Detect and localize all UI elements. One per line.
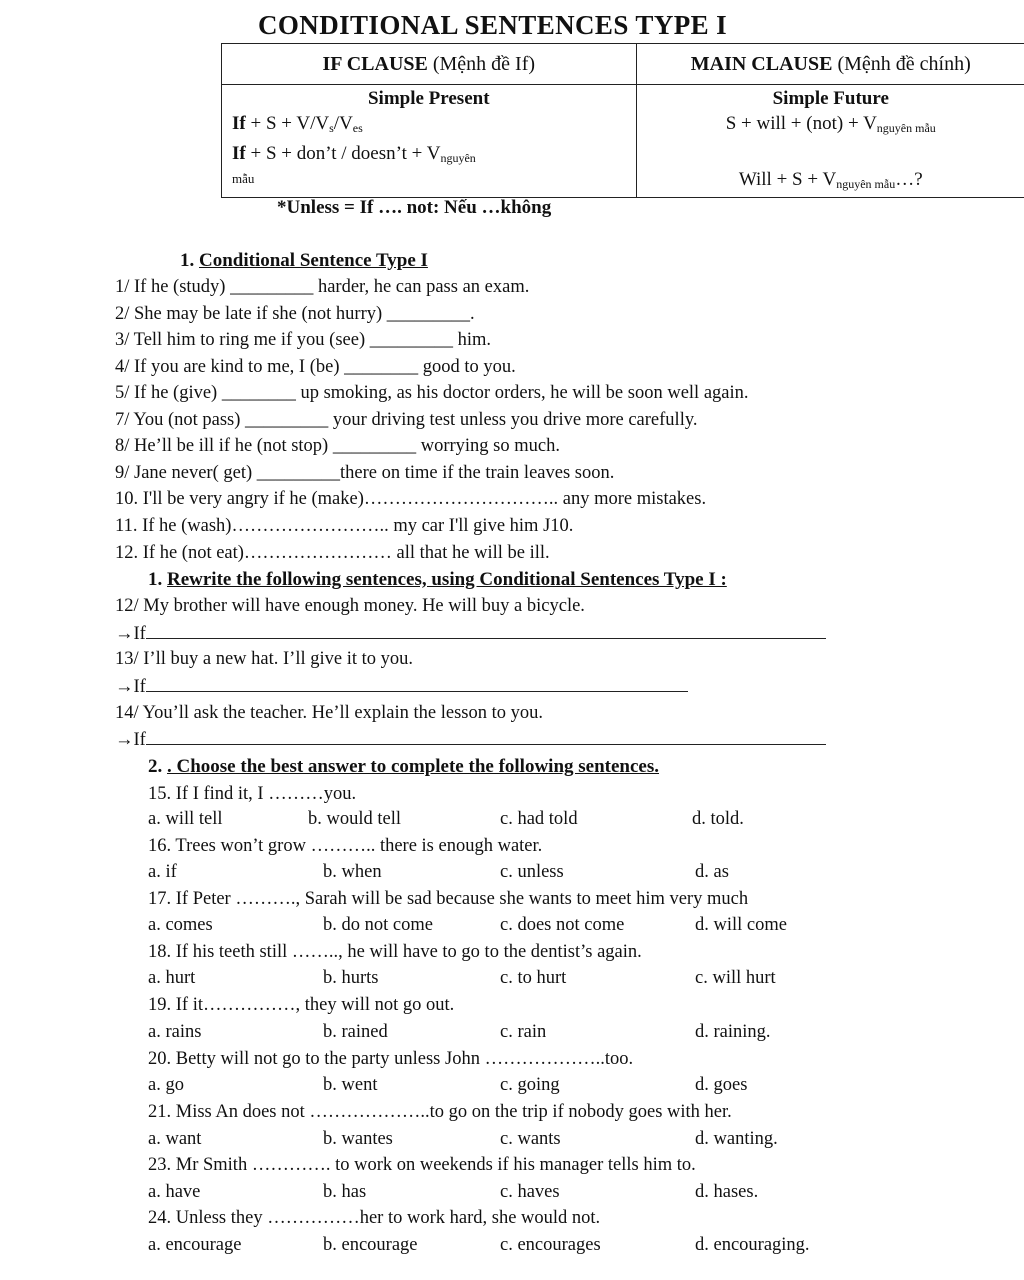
mcq-option-a[interactable]: a. go <box>148 1075 184 1095</box>
mcq-option-d[interactable]: d. raining. <box>695 1022 771 1042</box>
exercise-item: 9/ Jane never( get) _________there on time if the train leaves soon. <box>115 463 615 483</box>
if-formula-1-sub-s: s <box>329 121 334 135</box>
page-title: CONDITIONAL SENTENCES TYPE I <box>258 10 728 40</box>
rewrite-sentence: 13/ I’ll buy a new hat. I’ll give it to you. <box>115 649 413 669</box>
if-formula-negative <box>222 141 636 171</box>
rewrite-sentence: 14/ You’ll ask the teacher. He’ll explain the lesson to you. <box>115 703 543 723</box>
mcq-option-d[interactable]: d. told. <box>692 809 744 829</box>
mcq-option-c[interactable]: c. had told <box>500 809 578 829</box>
exercise-item: 7/ You (not pass) _________ your driving test unless you drive more carefully. <box>115 410 698 430</box>
rewrite-sentence: 12/ My brother will have enough money. He will buy a bicycle. <box>115 596 585 616</box>
answer-line[interactable] <box>146 728 826 745</box>
mcq-option-d[interactable]: d. will come <box>695 915 787 935</box>
main-formula-2-sub: nguyên mẫu <box>836 177 896 191</box>
mcq-question: 23. Mr Smith …………. to work on weekends if his manager tells him to. <box>148 1155 696 1175</box>
mcq-option-c[interactable]: c. wants <box>500 1129 561 1149</box>
mcq-option-d[interactable]: d. encouraging. <box>695 1235 810 1255</box>
if-formula-2-lead: If <box>232 143 246 164</box>
if-clause-cell <box>222 85 637 198</box>
section-rewrite <box>148 569 727 591</box>
exercise-item: 2/ She may be late if she (not hurry) _________. <box>115 304 475 324</box>
unless-note: *Unless = If …. not: Nếu …không <box>277 197 552 218</box>
if-clause-header-bold: IF CLAUSE <box>322 52 428 75</box>
mcq-option-c[interactable]: c. does not come <box>500 915 625 935</box>
answer-line[interactable] <box>146 675 688 692</box>
exercise-item: 5/ If he (give) ________ up smoking, as his doctor orders, he will be soon well again. <box>115 383 749 403</box>
exercise-item: 10. I'll be very angry if he (make)………………………….. any more mistakes. <box>115 489 707 509</box>
main-clause-cell <box>636 85 1024 198</box>
mcq-option-c[interactable]: c. unless <box>500 862 564 882</box>
if-clause-header <box>222 44 637 85</box>
mcq-option-a[interactable]: a. comes <box>148 915 213 935</box>
mcq-option-a[interactable]: a. rains <box>148 1022 202 1042</box>
rewrite-answer <box>115 622 826 645</box>
mcq-option-b[interactable]: b. rained <box>323 1022 388 1042</box>
mcq-option-c[interactable]: c. rain <box>500 1022 547 1042</box>
mcq-question: 18. If his teeth still …….., he will have to go to the dentist’s again. <box>148 942 642 962</box>
rewrite-prompt: →If <box>115 677 146 697</box>
section-title: Rewrite the following sentences, using Conditional Sentences Type I : <box>167 569 727 590</box>
section-number: 1. <box>180 250 199 271</box>
mcq-question: 17. If Peter ………., Sarah will be sad because she wants to meet him very much <box>148 889 749 909</box>
main-formula-2-tail: …? <box>895 169 923 190</box>
mcq-option-c[interactable]: c. going <box>500 1075 560 1095</box>
main-formula-2-body: Will + S + V <box>738 169 837 190</box>
if-tense: Simple Present <box>367 88 490 109</box>
main-formula-1-sub: nguyên mẫu <box>876 121 936 135</box>
mcq-option-b[interactable]: b. went <box>323 1075 378 1095</box>
section-number: 1. <box>148 569 167 590</box>
main-formula-question <box>637 167 1024 197</box>
rewrite-answer <box>115 728 826 751</box>
main-tense: Simple Future <box>772 88 889 109</box>
mcq-option-b[interactable]: b. would tell <box>308 809 402 829</box>
mcq-option-b[interactable]: b. has <box>323 1182 367 1202</box>
mcq-option-c[interactable]: c. encourages <box>500 1235 601 1255</box>
mcq-question: 19. If it……………, they will not go out. <box>148 995 455 1015</box>
mcq-option-d[interactable]: d. wanting. <box>695 1129 778 1149</box>
mcq-question: 15. If I find it, I ………you. <box>148 784 357 804</box>
section-multiple-choice <box>148 756 659 778</box>
mcq-option-d[interactable]: d. hases. <box>695 1182 759 1202</box>
grammar-table-header-row <box>222 44 1024 85</box>
mcq-option-b[interactable]: b. do not come <box>323 915 433 935</box>
mcq-question: 16. Trees won’t grow ……….. there is enough water. <box>148 836 543 856</box>
exercise-item: 3/ Tell him to ring me if you (see) _________ him. <box>115 330 492 350</box>
mcq-option-b[interactable]: b. encourage <box>323 1235 418 1255</box>
exercise-item: 4/ If you are kind to me, I (be) ________ good to you. <box>115 357 516 377</box>
if-formula-1-mid: /V <box>333 113 353 134</box>
if-formula-affirmative <box>222 111 636 141</box>
main-formula-statement <box>637 111 1024 141</box>
section-title: Conditional Sentence Type I <box>199 250 428 271</box>
if-formula-1-sub-es: es <box>352 121 363 135</box>
grammar-table-body-row <box>222 85 1024 198</box>
exercise-item: 8/ He’ll be ill if he (not stop) _________ worrying so much. <box>115 436 560 456</box>
rewrite-prompt: →If <box>115 730 146 750</box>
mcq-option-b[interactable]: b. hurts <box>323 968 379 988</box>
mcq-option-a[interactable]: a. will tell <box>148 809 223 829</box>
if-formula-2-body: + S + don’t / doesn’t + V <box>245 143 441 164</box>
exercise-item: 11. If he (wash)…………………….. my car I'll give him J10. <box>115 516 574 536</box>
mcq-question: 20. Betty will not go to the party unless John ………………..too. <box>148 1049 634 1069</box>
rewrite-prompt: →If <box>115 624 146 644</box>
if-formula-1-body: + S + V/V <box>245 113 330 134</box>
if-formula-1-lead: If <box>232 113 246 134</box>
exercise-item: 12. If he (not eat)…………………… all that he will be ill. <box>115 543 550 563</box>
mcq-option-d[interactable]: d. as <box>695 862 729 882</box>
mcq-option-a[interactable]: a. hurt <box>148 968 196 988</box>
if-formula-2-sub: nguyên <box>440 151 476 165</box>
if-formula-negative-wrap: mẫu <box>232 171 255 186</box>
if-clause-header-rest: (Mệnh đề If) <box>427 52 536 75</box>
answer-line[interactable] <box>146 622 826 639</box>
main-formula-1-body: S + will + (not) + V <box>725 113 877 134</box>
main-clause-header-bold: MAIN CLAUSE <box>690 52 833 75</box>
mcq-option-a[interactable]: a. have <box>148 1182 201 1202</box>
mcq-option-b[interactable]: b. when <box>323 862 382 882</box>
mcq-option-a[interactable]: a. if <box>148 862 177 882</box>
mcq-option-d[interactable]: c. will hurt <box>695 968 776 988</box>
section-conditional-type-1 <box>180 250 428 272</box>
mcq-question: 24. Unless they ……………her to work hard, she would not. <box>148 1208 601 1228</box>
mcq-question: 21. Miss An does not ………………..to go on the trip if nobody goes with her. <box>148 1102 732 1122</box>
rewrite-answer <box>115 675 688 698</box>
mcq-option-d[interactable]: d. goes <box>695 1075 748 1095</box>
mcq-option-c[interactable]: c. to hurt <box>500 968 567 988</box>
exercise-item: 1/ If he (study) _________ harder, he can pass an exam. <box>115 277 530 297</box>
section-number: 2. <box>148 756 167 777</box>
mcq-option-a[interactable]: a. encourage <box>148 1235 242 1255</box>
mcq-option-b[interactable]: b. wantes <box>323 1129 393 1149</box>
mcq-option-a[interactable]: a. want <box>148 1129 202 1149</box>
main-clause-header-rest: (Mệnh đề chính) <box>832 52 971 75</box>
section-title: . Choose the best answer to complete the following sentences. <box>167 756 660 777</box>
mcq-option-c[interactable]: c. haves <box>500 1182 560 1202</box>
grammar-table <box>221 43 1024 198</box>
main-clause-header <box>636 44 1024 85</box>
